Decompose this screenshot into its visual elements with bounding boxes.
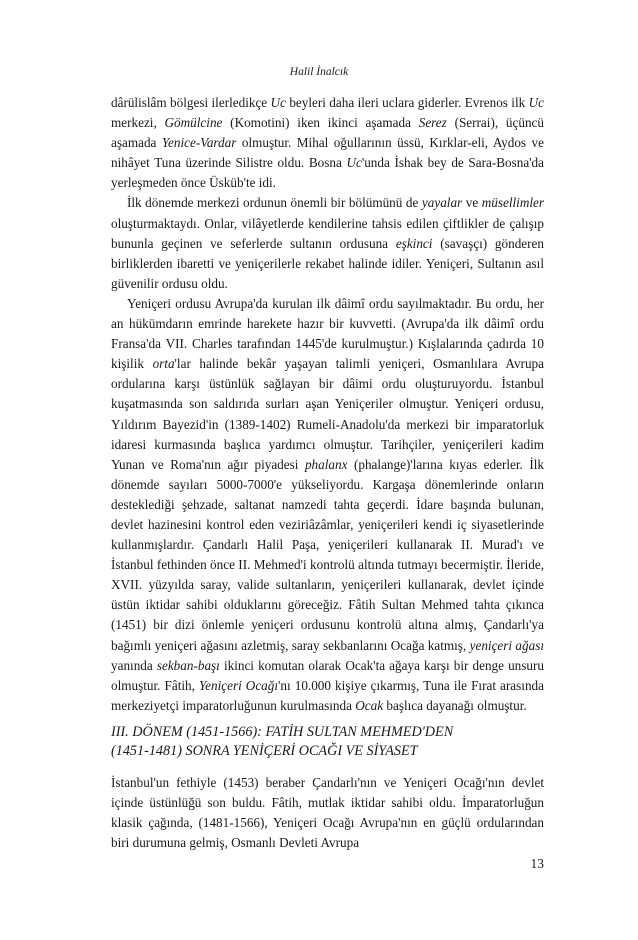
text-run: (Komotini) iken ikinci aşamada <box>222 115 419 131</box>
text-run: başlıca dayanağı olmuştur. <box>383 697 527 713</box>
italic-term: phalanx <box>304 456 348 472</box>
section-heading-line-2: (1451-1481) SONRA YENİÇERİ OCAĞI VE SİYASET <box>111 743 418 760</box>
text-run: olmuştur. Mihal oğullarının üssü, Kırklar-eli, Aydos ve nihâyet Tuna üzerinde Silistre oldu. Bosna <box>111 135 544 171</box>
text-run: (phalange)'larına kıyas ederler. İlk dönemde sayıları 5000-7000'e yükseliyordu. Kargaşa dönemlerinde onların desteklediği şehzade, saltanat namzedi tahta geçerdi. İdare başında bulunan, devlet hazinesini kontrol eden veziriâzâmlar, yeniçerileri kendi iç siyasetlerinde kullanmışlardır. Çandarlı Halil Paşa, yeniçerileri kullanarak II. Murad'ı ve İstanbul fethinden önce II. Mehmed'i kontrolü altında tutmayı becermiştir. İleride, XVII. yüzyılda saray, valide sultanların, yeniçerileri kullanarak, devlet içinde üstün iktidar sahibi olduklarını göreceğiz. Fâtih Sultan Mehmed tahta çıkınca (1451) bir dizi önlemle yeniçeri ordusunu kontrolü altına almış, Çandarlı'ya bağımlı yeniçeri ağasını azletmiş, saray sekbanlarını Ocağa katmış, <box>111 456 544 653</box>
text-run: beyleri daha ileri uclara giderler. Evrenos ilk <box>285 95 529 110</box>
italic-term: Ocak <box>355 697 384 713</box>
text-run: merkezi, <box>111 115 165 131</box>
text-run: 'unda İshak bey de Sara-Bosna'da yerleşmeden önce Üsküb'te idi. <box>111 155 545 191</box>
section-heading-line-1: III. DÖNEM (1451-1566): FATİH SULTAN MEHMED'DEN <box>111 723 454 740</box>
italic-term: Yeniçeri Ocağı <box>199 677 279 693</box>
italic-term: Yenice-Vardar <box>161 135 237 151</box>
italic-term: orta <box>152 356 175 372</box>
paragraph-4: İstanbul'un fethiyle (1453) beraber Çandarlı'nın ve Yeniçeri Ocağı'nın devlet içinde üstünlüğü son buldu. Fâtih, mutlak iktidar sahibi oldu. İmparatorluğun klasik çağında, (1481-1566), Yeniçeri Ocağı Avrupa'nın en güçlü ordularından biri durumuna gelmiş, Osmanlı Devleti Avrupa <box>111 774 544 851</box>
text-run: İlk dönemde merkezi ordunun önemli bir bölümünü de <box>127 195 422 211</box>
body-text <box>111 93 544 853</box>
italic-term: yeniçeri ağası <box>469 637 545 653</box>
text-run: Yeniçeri ordusu Avrupa'da kurulan ilk dâimî ordu sayılmaktadır. Bu ordu, her an hükümdarın emrinde harekete hazır bir kuvvetti. (Avrupa'da ilk dâimî ordu Fransa'da VII. Charles tarafından 1445'de kurulmuştur.) Kışlalarında çadırda 10 kişilik <box>111 295 544 372</box>
page-number: 13 <box>530 856 544 871</box>
paragraph-3 <box>111 294 544 716</box>
italic-term: Uc <box>528 95 544 110</box>
italic-term: Uc <box>270 95 286 110</box>
text-run: (savaşçı) gönderen birliklerden ibaretti ve yeniçerilerle rekabet halinde idiler. Yeniçeri, Sultanın asıl güvenilir ordusu oldu. <box>111 235 544 291</box>
italic-term: sekban-başı <box>156 657 220 673</box>
text-run: ikinci komutan olarak Ocak'ta ağaya karşı bir denge unsuru olmuştur. Fâtih, <box>111 657 544 693</box>
paragraph-2 <box>111 193 544 293</box>
text-run: ve <box>462 195 482 211</box>
text-run: dârülislâm bölgesi ilerledikçe <box>111 95 271 110</box>
italic-term: Gömülcine <box>164 115 223 131</box>
paragraph-1 <box>111 93 544 193</box>
italic-term: yayalar <box>421 195 463 211</box>
italic-term: müsellimler <box>481 195 544 211</box>
section-heading <box>111 723 544 762</box>
text-run: yanında <box>111 657 157 673</box>
text-run: (Serrai), üçüncü aşamada <box>111 115 544 151</box>
text-run: 'lar halinde bekâr yaşayan talimli yeniçeri, Osmanlılara Avrupa ordularına karşı üstünlük sağlayan bir dâimi ordu oluşturuyordu. İstanbul kuşatmasında son saldırıda surları aşan Yeniçeriler olmuştur. Yeniçeri ordusu, Yıldırım Bayezid'in (1389-1402) Rumeli-Anadolu'da merkezi bir imparatorluk idaresi kurmasında başlıca yardımcı olmuştur. Tarihçiler, yeniçerileri kadim Yunan ve Roma'nın ağır piyadesi <box>111 356 544 472</box>
italic-term: Serez <box>418 115 447 131</box>
italic-term: Uc <box>346 155 362 171</box>
text-run: oluşturmaktaydı. Onlar, vilâyetlerde kendilerine tahsis edilen çiftlikler de çalışıp bununla geçinen ve seferlerde sultanın ordusuna <box>111 215 544 251</box>
text-run: 'nı 10.000 kişiye çıkarmış, Tuna ile Fırat arasında merkeziyetçi imparatorluğunun kurulmasında <box>111 677 544 713</box>
running-head: Halil İnalcık <box>289 66 349 78</box>
italic-term: eşkinci <box>395 235 433 251</box>
